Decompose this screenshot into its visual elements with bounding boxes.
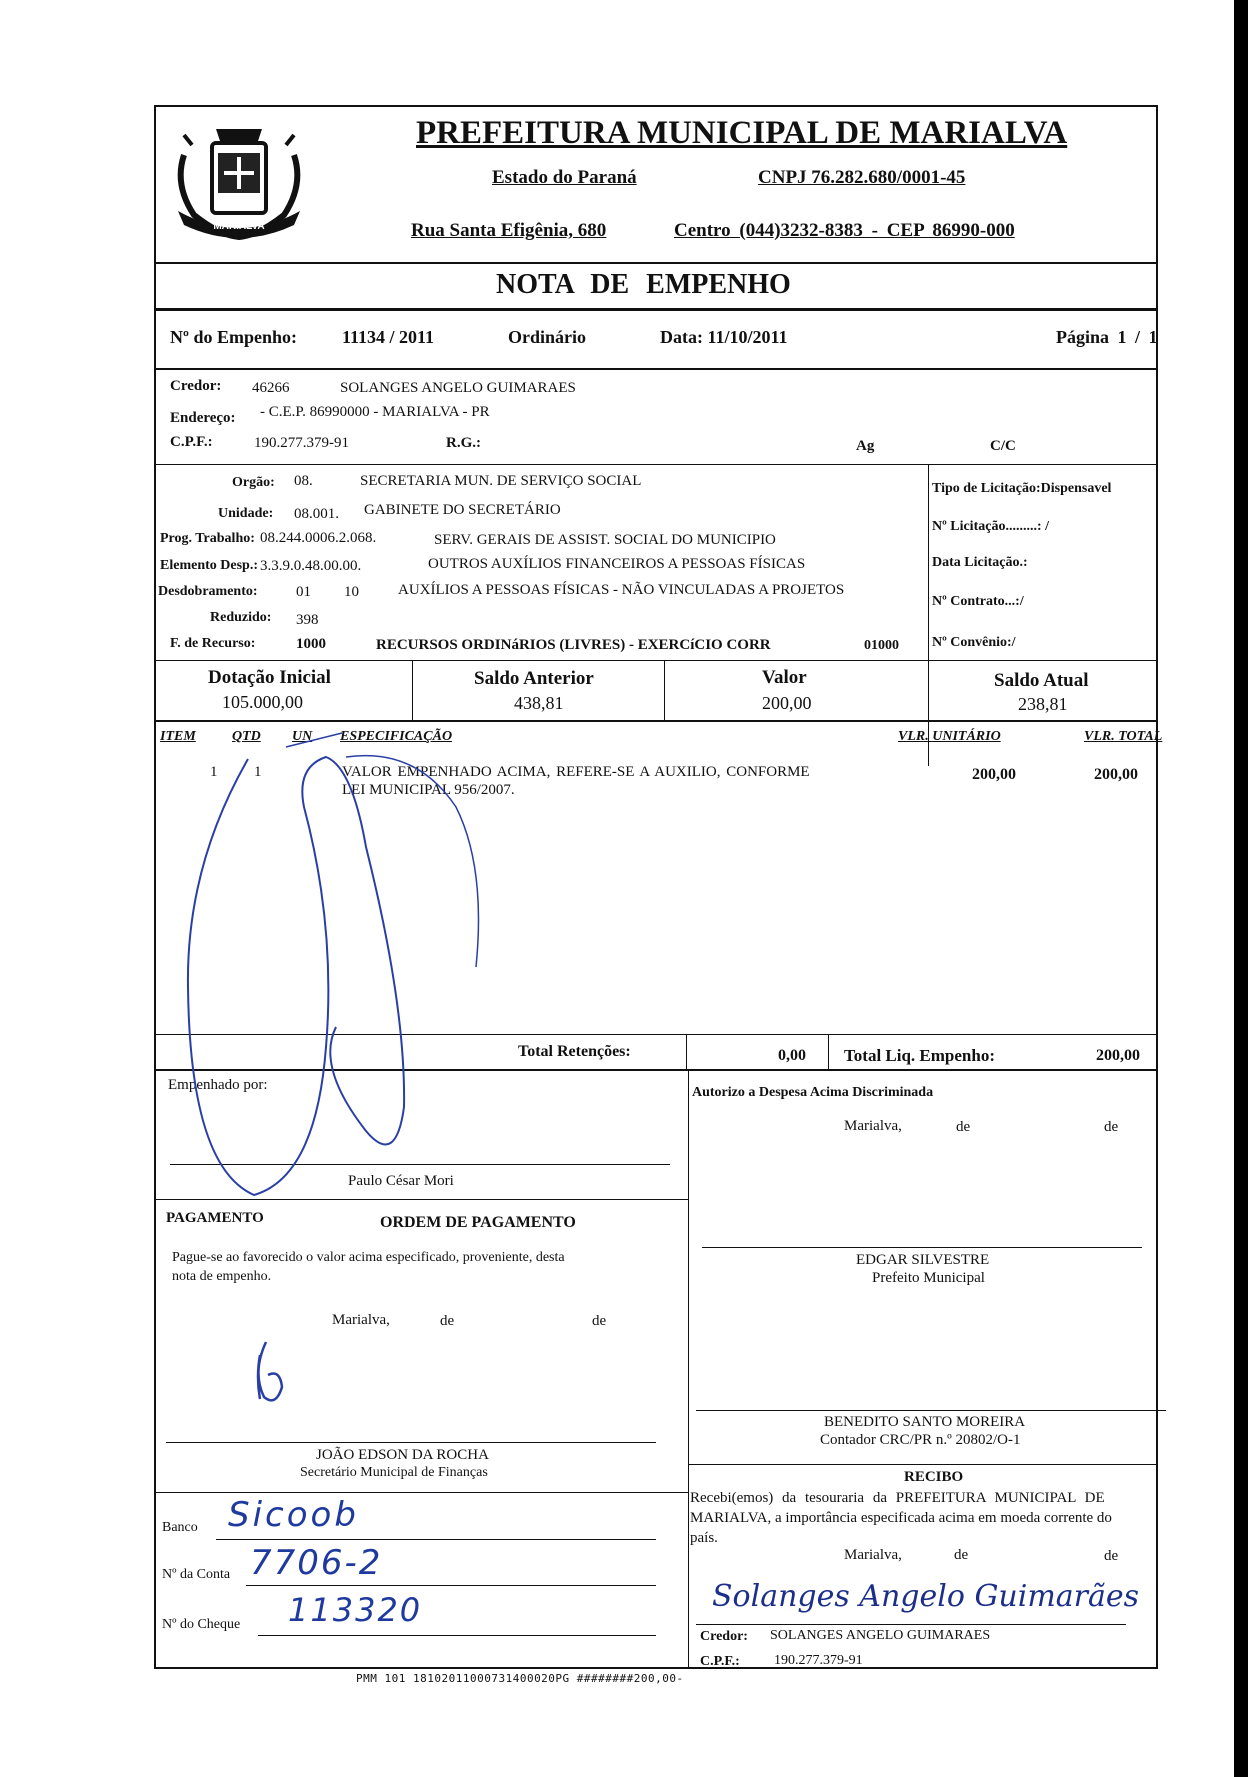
recibo-credor-label: Credor:: [700, 1629, 748, 1644]
items-header-total: VLR. TOTAL: [1084, 729, 1163, 744]
rg-label: R.G.:: [446, 435, 481, 451]
secretary-title: Secretário Municipal de Finanças: [300, 1465, 488, 1480]
tipo-licitacao: Tipo de Licitação:Dispensavel: [932, 481, 1112, 496]
row-qtd: 1: [254, 764, 262, 780]
desdobramento-label: Desdobramento:: [158, 584, 258, 599]
address-label: Endereço:: [170, 410, 236, 426]
ag-label: Ag: [856, 438, 875, 454]
prog-trabalho-name: SERV. GERAIS DE ASSIST. SOCIAL DO MUNICIPIO: [434, 532, 776, 548]
retencoes-value: 0,00: [778, 1047, 806, 1064]
credor-signature[interactable]: Solanges Angelo Guimarães: [712, 1579, 1140, 1614]
ordem-pagamento-label: ORDEM DE PAGAMENTO: [380, 1214, 576, 1231]
credor-label: Credor:: [170, 378, 222, 394]
annulment-scribble: [188, 757, 404, 1195]
desdobramento-a: 01: [296, 584, 311, 600]
reduzido-value: 398: [296, 612, 319, 628]
data-licitacao: Data Licitação.:: [932, 555, 1028, 570]
recibo-credor-name: SOLANGES ANGELO GUIMARAES: [770, 1628, 991, 1643]
unidade-name: GABINETE DO SECRETÁRIO: [364, 502, 561, 518]
desdobramento-name: AUXÍLIOS A PESSOAS FÍSICAS - NÃO VINCULADAS A PROJETOS: [398, 582, 845, 598]
header-address-street: Rua Santa Efigênia, 680: [411, 220, 607, 241]
header-title: PREFEITURA MUNICIPAL DE MARIALVA: [416, 115, 1068, 151]
header-address-rest: Centro (044)3232-8383 - CEP 86990-000: [674, 220, 1015, 241]
recurso-code: 1000: [296, 636, 326, 652]
credor-name: SOLANGES ANGELO GUIMARAES: [340, 380, 576, 396]
numero-convenio: Nº Convênio:/: [932, 635, 1016, 650]
row-item: 1: [210, 764, 218, 780]
saldo-atual-value: 238,81: [1018, 694, 1068, 714]
recibo-text-line-3: país.: [690, 1530, 718, 1546]
conta-value[interactable]: 7706-2: [250, 1543, 383, 1583]
pagamento-text-line-2: nota de empenho.: [172, 1269, 272, 1284]
saldo-anterior-value: 438,81: [514, 693, 564, 713]
empenho-number-value: 11134 / 2011: [342, 327, 435, 347]
row-spec-line-2: LEI MUNICIPAL 956/2007.: [342, 782, 515, 798]
header-cnpj: CNPJ 76.282.680/0001-45: [758, 167, 966, 188]
row-total: 200,00: [1094, 766, 1138, 783]
saldo-anterior-label: Saldo Anterior: [474, 668, 594, 689]
cheque-label: Nº do Cheque: [162, 1617, 241, 1632]
row-spec-line-1: VALOR EMPENHADO ACIMA, REFERE-SE A AUXILIO, CONFORME: [342, 764, 810, 780]
retencoes-label: Total Retenções:: [518, 1043, 631, 1060]
empenho-number-label: Nº do Empenho:: [170, 327, 297, 347]
prog-trabalho-code: 08.244.0006.2.068.: [260, 530, 377, 546]
recibo-de-1: de: [954, 1547, 969, 1563]
pagamento-de-2: de: [592, 1313, 607, 1329]
cpf-value: 190.277.379-91: [254, 435, 349, 451]
accountant-name: BENEDITO SANTO MOREIRA: [824, 1414, 1026, 1430]
cpf-label: C.P.F.:: [170, 434, 213, 450]
banco-value[interactable]: Sicoob: [228, 1495, 359, 1535]
autorizo-de-1: de: [956, 1119, 971, 1135]
autorizo-label: Autorizo a Despesa Acima Discriminada: [692, 1085, 934, 1100]
recibo-cpf-label: C.P.F.:: [700, 1654, 740, 1669]
secretary-name: JOÃO EDSON DA ROCHA: [316, 1447, 489, 1463]
elemento-code: 3.3.9.0.48.00.00.: [260, 558, 362, 574]
paraph-mark: [258, 1342, 282, 1400]
items-header-spec: ESPECIFICAÇÃO: [340, 729, 453, 744]
pagamento-de-1: de: [440, 1313, 455, 1329]
items-header-unit-price: VLR. UNITÁRIO: [898, 729, 1001, 744]
items-header-item: ITEM: [160, 729, 196, 744]
credor-code: 46266: [252, 380, 290, 396]
orgao-name: SECRETARIA MUN. DE SERVIÇO SOCIAL: [360, 473, 642, 489]
orgao-code: 08.: [294, 473, 313, 489]
recibo-city: Marialva,: [844, 1547, 902, 1563]
recibo-de-2: de: [1104, 1548, 1119, 1564]
municipal-crest-logo: [164, 115, 314, 245]
saldo-atual-label: Saldo Atual: [994, 670, 1089, 691]
dotacao-label: Dotação Inicial: [208, 667, 331, 688]
recurso-extra: 01000: [864, 638, 899, 653]
footer-code: PMM 101 18102011000731400020PG ########200,00-: [356, 1672, 684, 1685]
valor-label: Valor: [762, 667, 807, 688]
accountant-title: Contador CRC/PR n.º 20802/O-1: [820, 1432, 1021, 1448]
cheque-value[interactable]: 113320: [288, 1591, 423, 1629]
elemento-name: OUTROS AUXÍLIOS FINANCEIROS A PESSOAS FÍSICAS: [428, 556, 806, 572]
valor-value: 200,00: [762, 693, 812, 713]
dotacao-value: 105.000,00: [222, 692, 303, 712]
document-title: NOTA DE EMPENHO: [496, 269, 791, 300]
items-header-qtd: QTD: [232, 729, 261, 744]
pagamento-text-line-1: Pague-se ao favorecido o valor acima especificado, proveniente, desta: [172, 1250, 565, 1265]
numero-licitacao: Nº Licitação.........: /: [932, 519, 1049, 534]
row-unit-price: 200,00: [972, 766, 1016, 783]
pagamento-label: PAGAMENTO: [166, 1210, 264, 1226]
autorizo-city: Marialva,: [844, 1118, 902, 1134]
address-value: - C.E.P. 86990000 - MARIALVA - PR: [260, 404, 490, 420]
liquido-label: Total Liq. Empenho:: [844, 1046, 995, 1065]
numero-contrato: Nº Contrato...:/: [932, 594, 1024, 609]
elemento-label: Elemento Desp.:: [160, 558, 258, 573]
cc-label: C/C: [990, 438, 1016, 454]
items-header-un: UN: [292, 729, 313, 744]
empenhado-por-label: Empenhado por:: [168, 1077, 268, 1093]
empenho-type: Ordinário: [508, 327, 587, 347]
recibo-label: RECIBO: [904, 1469, 964, 1485]
pagamento-city: Marialva,: [332, 1312, 390, 1328]
mayor-title: Prefeito Municipal: [872, 1270, 985, 1286]
scan-edge: [1234, 0, 1248, 1777]
empenho-date: Data: 11/10/2011: [660, 327, 788, 347]
recurso-name: RECURSOS ORDINáRIOS (LIVRES) - EXERCíCIO CORR: [376, 637, 771, 653]
empenhado-por-name: Paulo César Mori: [348, 1173, 454, 1189]
autorizo-de-2: de: [1104, 1119, 1119, 1135]
page-indicator: Página 1 / 1: [1056, 327, 1158, 347]
nota-de-empenho-form: [154, 105, 1163, 1669]
unidade-code: 08.001.: [294, 506, 339, 522]
recibo-text-line-1: Recebi(emos) da tesouraria da PREFEITURA MUNICIPAL DE: [690, 1490, 1105, 1506]
header-state: Estado do Paraná: [492, 167, 637, 188]
unidade-label: Unidade:: [218, 506, 274, 521]
svg-text:MARIALVA: MARIALVA: [213, 221, 265, 232]
banco-label: Banco: [162, 1520, 198, 1535]
recurso-label: F. de Recurso:: [170, 636, 256, 651]
orgao-label: Orgão:: [232, 475, 275, 490]
desdobramento-b: 10: [344, 584, 359, 600]
liquido-value: 200,00: [1096, 1047, 1140, 1064]
recibo-cpf-value: 190.277.379-91: [774, 1653, 863, 1668]
mayor-name: EDGAR SILVESTRE: [856, 1252, 990, 1268]
conta-label: Nº da Conta: [162, 1567, 231, 1582]
reduzido-label: Reduzido:: [210, 610, 272, 625]
prog-trabalho-label: Prog. Trabalho:: [160, 531, 255, 546]
recibo-text-line-2: MARIALVA, a importância especificada acima em moeda corrente do: [690, 1510, 1112, 1526]
